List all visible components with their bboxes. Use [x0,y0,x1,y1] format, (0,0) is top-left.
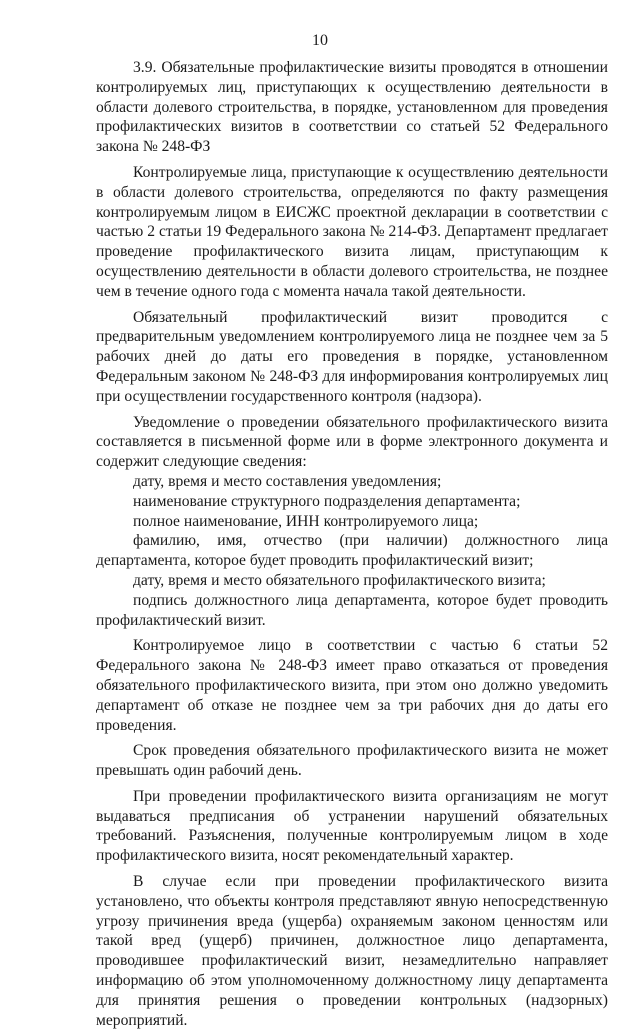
list-item-inn: полное наименование, ИНН контролируемого лица; [133,512,479,530]
list-item-visit-date: дату, время и место обязательного профилактического визита; [133,571,546,589]
list-item-department-unit: наименование структурного подразделения департамента; [133,492,521,510]
paragraph-controlled-persons: Контролируемые лица, приступающие к осуществлению деятельности в области долевого строительства, определяются по факту размещения контролируемым лицом в ЕИСЖС проектной декларации в соответствии с частью 2 статьи 19 Федерального закона № 214-ФЗ. Департамент предлагает проведение профилактического визита лицам, приступающим к осуществлению деятельности в области долевого строительства, не позднее чем в течение одного года с момента начала такой деятельности. [96,163,608,300]
list-item-signature: подпись должностного лица департамента, которое будет проводить профилактический визит. [96,591,608,629]
paragraph-mandatory-visit-notice: Обязательный профилактический визит проводится с предварительным уведомлением контролируемого лица не позднее чем за 5 рабочих дней до даты его проведения в порядке, установленном Федеральным законом № 248-ФЗ для информирования контролируемых лиц при осуществлении государственного контроля (надзора). [96,308,608,405]
list-item-notice-date: дату, время и место составления уведомления; [133,472,442,490]
paragraph-notice-form: Уведомление о проведении обязательного профилактического визита составляется в письменной форме или в форме электронного документа и содержит следующие сведения: [96,413,608,471]
paragraph-right-to-refuse: Контролируемое лицо в соответствии с частью 6 статьи 52 Федерального закона № 248-ФЗ имеет право отказаться от проведения обязательного профилактического визита, при этом оно должно уведомить департамент об отказе не позднее чем за три рабочих дня до даты его проведения. [96,637,608,734]
paragraph-threat-case: В случае если при проведении профилактического визита установлено, что объекты контроля представляют явную непосредственную угрозу причинения вреда (ущерба) охраняемым законом ценностям или такой вред (ущерб) причинен, должностное лицо департамента, проводившее профилактический визит, незамедлительно направляет информацию об этом уполномоченному должностному лицу департамента для принятия решения о проведении контрольных (надзорных) мероприятий. [96,873,608,1029]
paragraph-no-orders: При проведении профилактического визита организациям не могут выдаваться предписания об устранении нарушений обязательных требований. Разъяснения, полученные контролируемым лицом в ходе профилактического визита, носят рекомендательный характер. [96,787,608,865]
paragraph-visit-duration: Срок проведения обязательного профилактического визита не может превышать один рабочий день. [96,742,608,780]
paragraph-3-9: 3.9. Обязательные профилактические визиты проводятся в отношении контролируемых лиц, приступающих к осуществлению деятельности в области долевого строительства, в порядке, установленном для проведения профилактических визитов в соответствии со статьей 52 Федерального закона № 248-ФЗ [96,59,608,156]
page-number: 10 [312,32,328,49]
document-body [96,58,608,1030]
list-item-official-name: фамилию, имя, отчество (при наличии) должностного лица департамента, которое будет проводить профилактический визит; [96,532,608,570]
